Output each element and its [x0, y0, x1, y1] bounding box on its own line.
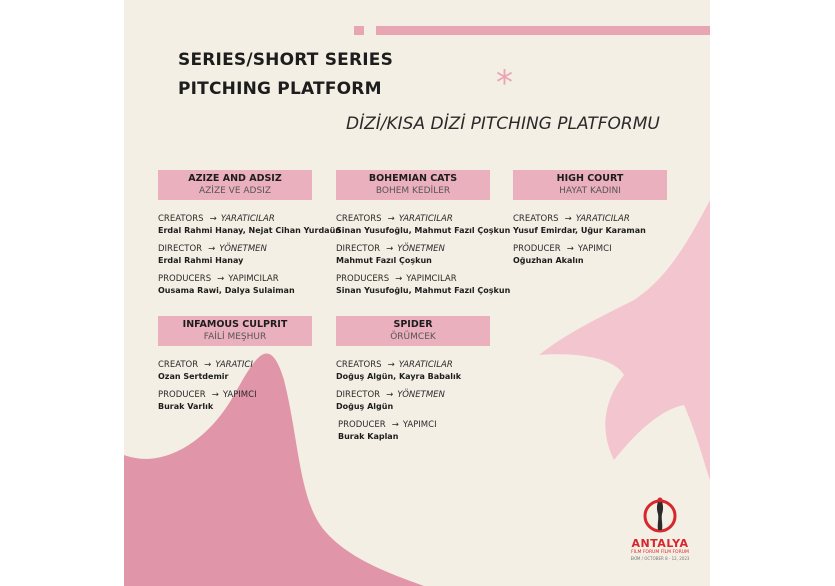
role-label: DIRECTOR → YÖNETMEN: [336, 390, 445, 400]
project-title-en: SPIDER: [393, 319, 433, 330]
page-subtitle: DİZİ/KISA DİZİ PITCHING PLATFORMU: [346, 114, 660, 134]
project-title-en: BOHEMIAN CATS: [368, 173, 458, 184]
logo-emblem-icon: [638, 494, 682, 534]
role-label: PRODUCERS → YAPIMCILAR: [336, 274, 457, 284]
role-names: Doğuş Algün, Kayra Babalık: [336, 372, 462, 381]
project-title-tr: BOHEM KEDİLER: [375, 186, 451, 196]
role-label: PRODUCERS → YAPIMCILAR: [158, 274, 279, 284]
role-names: Ousama Rawi, Dalya Sulaiman: [158, 286, 295, 295]
project-title-en: HIGH COURT: [556, 173, 624, 184]
arrow-icon: →: [386, 390, 394, 400]
role-names: Ozan Sertdemir: [158, 372, 229, 381]
role-label: CREATORS → YARATICILAR: [158, 214, 275, 224]
arrow-icon: →: [391, 420, 399, 430]
antalya-film-forum-logo: [615, 494, 705, 561]
role-names: Oğuzhan Akalın: [513, 256, 584, 265]
project-title-tr: HAYAT KADINI: [559, 186, 621, 196]
project-title-box: [513, 170, 667, 200]
role-names: Yusuf Emirdar, Uğur Karaman: [513, 226, 646, 235]
poster: [124, 0, 710, 586]
project-title-box: [336, 316, 490, 346]
project-card-azize: [158, 170, 341, 296]
project-card-bohemian-cats: [336, 170, 510, 296]
role-label: CREATOR → YARATICI: [158, 360, 253, 370]
arrow-icon: →: [204, 360, 212, 370]
role-names: Burak Kaplan: [338, 432, 399, 441]
project-title-tr: FAİLİ MEŞHUR: [203, 332, 267, 342]
role-names: Mahmut Fazıl Çoşkun: [336, 256, 432, 265]
arrow-icon: →: [209, 214, 217, 224]
role-names: Erdal Rahmi Hanay: [158, 256, 244, 265]
arrow-icon: →: [566, 244, 574, 254]
role-label: PRODUCER → YAPIMCI: [338, 420, 437, 430]
arrow-icon: →: [386, 244, 394, 254]
role-label: CREATORS → YARATICILAR: [336, 214, 453, 224]
arrow-icon: →: [564, 214, 572, 224]
role-label: PRODUCER → YAPIMCI: [513, 244, 612, 254]
project-title-box: [158, 170, 312, 200]
project-title-tr: ÖRÜMCEK: [390, 332, 436, 342]
logo-brand-text: ANTALYA: [631, 537, 689, 550]
role-label: DIRECTOR → YÖNETMEN: [336, 244, 445, 254]
project-card-infamous-culprit: [158, 316, 312, 412]
arrow-icon: →: [387, 214, 395, 224]
project-title-en: INFAMOUS CULPRIT: [182, 319, 288, 330]
project-title-box: [336, 170, 490, 200]
project-card-spider: [336, 316, 490, 442]
role-names: Doğuş Algün: [336, 402, 394, 411]
project-title-box: [158, 316, 312, 346]
page-title-line2: PITCHING PLATFORM: [178, 79, 382, 99]
project-title-tr: AZİZE VE ADSIZ: [198, 186, 271, 196]
role-names: Erdal Rahmi Hanay, Nejat Cihan Yurdaün: [158, 226, 341, 235]
project-title-en: AZIZE AND ADSIZ: [188, 173, 282, 184]
page-title-line1: SERIES/SHORT SERIES: [178, 50, 394, 70]
logo-sub-text: FILM FORUM FİLM FORUM: [631, 550, 689, 555]
role-label: DIRECTOR → YÖNETMEN: [158, 244, 267, 254]
asterisk-icon: *: [496, 63, 513, 103]
project-card-high-court: [513, 170, 667, 266]
arrow-icon: →: [387, 360, 395, 370]
role-names: Sinan Yusufoğlu, Mahmut Fazıl Çoşkun: [336, 286, 511, 295]
logo-date-text: EKİM / OCTOBER 8 - 12, 2023: [630, 556, 690, 561]
arrow-icon: →: [395, 274, 403, 284]
accent-bar-long: [376, 26, 710, 35]
arrow-icon: →: [211, 390, 219, 400]
arrow-icon: →: [217, 274, 225, 284]
arrow-icon: →: [208, 244, 216, 254]
role-label: PRODUCER → YAPIMCI: [158, 390, 257, 400]
accent-bar-small: [354, 26, 364, 35]
role-names: Burak Varlık: [158, 402, 214, 411]
role-names: Sinan Yusufoğlu, Mahmut Fazıl Çoşkun: [336, 226, 511, 235]
role-label: CREATORS → YARATICILAR: [513, 214, 630, 224]
role-label: CREATORS → YARATICILAR: [336, 360, 453, 370]
